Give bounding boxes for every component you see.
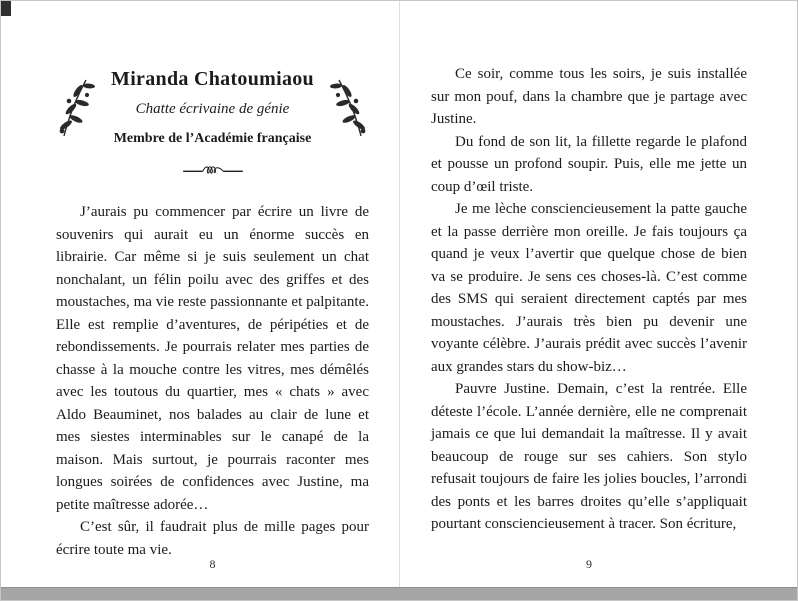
page-gutter-divider	[399, 1, 400, 589]
paragraph: Du fond de son lit, la fillette regarde le plafond et pousse un profond soupir. Puis, elle me jette un coup d’œil triste.	[431, 133, 747, 195]
page-number-right: 9	[586, 557, 592, 571]
olive-branch-left-icon	[56, 74, 96, 140]
olive-branch-right-icon	[329, 74, 369, 140]
author-affiliation: Membre de l’Académie française	[113, 131, 312, 146]
left-page	[1, 1, 399, 589]
page-number-left: 8	[209, 557, 216, 571]
bottom-bar	[1, 587, 797, 600]
paragraph: C’est sûr, il faudrait plus de mille pages pour écrire toute ma vie.	[56, 519, 369, 558]
left-page-text	[56, 201, 369, 561]
right-page	[399, 1, 798, 589]
paragraph: Ce soir, comme tous les soirs, je suis installée sur mon pouf, dans la chambre que je partage avec Justine.	[431, 66, 747, 127]
paragraph: J’aurais pu commencer par écrire un livre de souvenirs qui aurait eu un énorme succès en librairie. Car même si je suis seulement un chat nonchalant, un félin poilu avec des griffes et des moustaches, ma vie reste passionnante et palpitante. Elle est remplie d’aventures, de péripéties et de rebondissements. Je pourrais relater mes parties de chasse à la mouche contre les vitres, mes démêlés avec les toutous du quartier, mes « chats » avec Aldo Beauminet, nos balades au clair de lune et mes siestes interminables sur le canapé de la maison. Mais surtout, je pourrais raconter mes longues soirées de confidences avec Justine, ma petite maîtresse adorée…	[56, 204, 369, 513]
flourish-divider-icon	[56, 163, 369, 181]
book-subtitle: Chatte écrivaine de génie	[135, 101, 290, 117]
right-page-text	[431, 63, 747, 536]
book-title: Miranda Chatoumiaou	[111, 68, 314, 90]
paragraph: Je me lèche consciencieusement la patte gauche et la passe derrière mon oreille. Je fais toujours ça quand je veux l’avertir que quelque chose de bien va se produire. Je sens ces choses-là. C’est comme des SMS qui seraient directement captés par mes moustaches. J’aurais très bien pu devenir une voyante célèbre. J’aurais prédit avec succès l’avenir aux grandes stars du show-biz…	[431, 201, 747, 375]
paragraph: Pauvre Justine. Demain, c’est la rentrée. Elle déteste l’école. L’année dernière, elle ne comprenait jamais ce que lui demandait la maîtresse. Il y avait beaucoup de rouge sur ses cahiers. Son stylo refusait toujours de faire les jolies boucles, l’arrondi des ponts et les barres droites qu’elle s’appliquait pourtant consciencieusement à tracer. Son écriture,	[431, 381, 747, 532]
chapter-header	[56, 67, 369, 147]
chapter-header-text	[100, 67, 325, 147]
